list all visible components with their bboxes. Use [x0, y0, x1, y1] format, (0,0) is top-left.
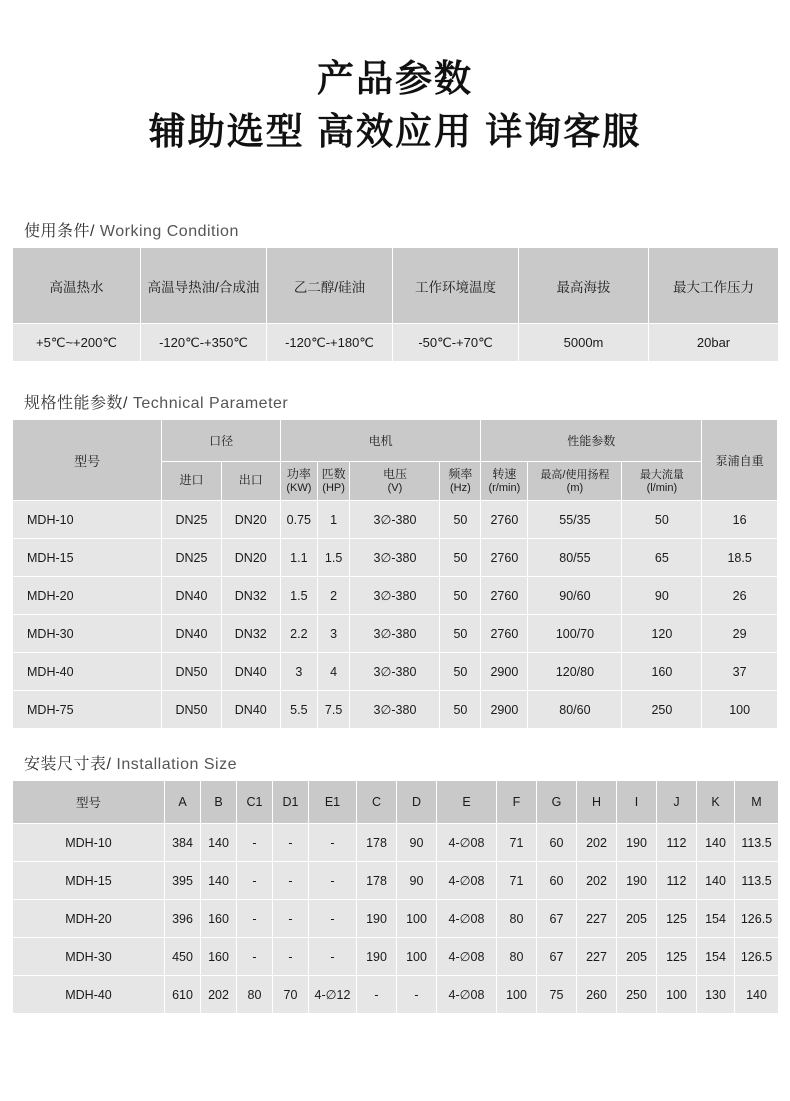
is-cell: 227: [577, 938, 617, 976]
is-header-cell: H: [577, 781, 617, 824]
is-header-cell: M: [735, 781, 779, 824]
table-row: [13, 938, 779, 976]
tp-subheader-power-label: 功率: [286, 466, 311, 481]
tp-cell-model: MDH-20: [13, 577, 162, 615]
tp-cell-head: 55/35: [528, 501, 622, 539]
is-cell: 126.5: [735, 900, 779, 938]
is-header-cell: A: [165, 781, 201, 824]
is-header-cell: K: [697, 781, 735, 824]
is-cell: 190: [357, 938, 397, 976]
is-header-cell: 型号: [13, 781, 165, 824]
is-cell: 160: [201, 938, 237, 976]
tp-cell-voltage: 3∅-380: [350, 539, 440, 577]
table-row: [13, 900, 779, 938]
tp-cell-weight: 37: [702, 653, 778, 691]
tp-cell-frequency: 50: [440, 615, 481, 653]
wc-header-cell: 乙二醇/硅油: [267, 248, 393, 324]
wc-value-cell: 20bar: [649, 324, 779, 362]
is-cell-model: MDH-15: [13, 862, 165, 900]
is-cell: 202: [201, 976, 237, 1014]
tp-subheader-flow-label: 最大流量: [639, 468, 684, 481]
is-cell: 160: [201, 900, 237, 938]
table-row: [13, 824, 779, 862]
is-header-cell: D: [397, 781, 437, 824]
tp-cell-flow: 250: [622, 691, 702, 729]
tp-cell-power: 5.5: [280, 691, 317, 729]
tp-cell-speed: 2760: [481, 501, 528, 539]
installation-size-title-cn: 安装尺寸表/: [24, 756, 112, 774]
wc-value-cell: -50℃-+70℃: [393, 324, 519, 362]
is-cell: 4-∅08: [437, 938, 497, 976]
tp-cell-power: 3: [280, 653, 317, 691]
is-cell: 113.5: [735, 862, 779, 900]
is-cell: 100: [397, 900, 437, 938]
tp-cell-speed: 2900: [481, 653, 528, 691]
wc-header-cell: 最大工作压力: [649, 248, 779, 324]
tp-subheader-speed: [481, 462, 528, 501]
technical-parameter-title-en: Technical Parameter: [127, 395, 289, 413]
tp-cell-head: 120/80: [528, 653, 622, 691]
installation-size-table: [12, 780, 779, 1014]
tp-subheader-speed-unit: (r/min): [488, 482, 521, 495]
technical-parameter-section: [12, 390, 778, 729]
tp-cell-power: 0.75: [280, 501, 317, 539]
tp-cell-flow: 50: [622, 501, 702, 539]
is-cell: 60: [537, 862, 577, 900]
tp-cell-speed: 2760: [481, 577, 528, 615]
is-cell: -: [309, 900, 357, 938]
is-cell: 396: [165, 900, 201, 938]
tp-cell-frequency: 50: [440, 691, 481, 729]
tp-cell-head: 90/60: [528, 577, 622, 615]
tp-cell-outlet: DN40: [221, 653, 280, 691]
is-cell: 4-∅08: [437, 900, 497, 938]
tp-cell-outlet: DN20: [221, 501, 280, 539]
wc-value-cell: +5℃~+200℃: [13, 324, 141, 362]
is-cell: 4-∅12: [309, 976, 357, 1014]
is-cell: 100: [497, 976, 537, 1014]
tp-subheader-head: [528, 462, 622, 501]
is-cell: 60: [537, 824, 577, 862]
tp-cell-hp: 4: [317, 653, 350, 691]
is-cell: 113.5: [735, 824, 779, 862]
tp-cell-voltage: 3∅-380: [350, 615, 440, 653]
is-cell-model: MDH-30: [13, 938, 165, 976]
is-cell: 70: [273, 976, 309, 1014]
tp-cell-weight: 18.5: [702, 539, 778, 577]
tp-cell-model: MDH-10: [13, 501, 162, 539]
tp-cell-hp: 2: [317, 577, 350, 615]
tp-cell-head: 80/60: [528, 691, 622, 729]
tp-header-performance: 性能参数: [481, 420, 702, 462]
tp-cell-inlet: DN40: [162, 577, 221, 615]
tp-cell-weight: 29: [702, 615, 778, 653]
is-cell: 190: [617, 862, 657, 900]
is-header-cell: I: [617, 781, 657, 824]
is-cell: 80: [497, 938, 537, 976]
is-header-cell: E1: [309, 781, 357, 824]
installation-size-section: [12, 751, 778, 1014]
wc-header-cell: 工作环境温度: [393, 248, 519, 324]
working-condition-table: [12, 247, 779, 362]
tp-cell-model: MDH-75: [13, 691, 162, 729]
tp-cell-inlet: DN25: [162, 539, 221, 577]
is-cell: 154: [697, 900, 735, 938]
tp-cell-flow: 160: [622, 653, 702, 691]
is-cell: 112: [657, 824, 697, 862]
is-cell: -: [309, 862, 357, 900]
tp-cell-hp: 3: [317, 615, 350, 653]
tp-cell-hp: 1.5: [317, 539, 350, 577]
is-cell: 140: [201, 862, 237, 900]
tp-cell-speed: 2900: [481, 691, 528, 729]
page-header: [0, 0, 790, 156]
is-cell: 190: [357, 900, 397, 938]
is-cell: -: [273, 824, 309, 862]
tp-cell-voltage: 3∅-380: [350, 653, 440, 691]
tp-cell-power: 2.2: [280, 615, 317, 653]
is-cell: 80: [497, 900, 537, 938]
tp-cell-weight: 26: [702, 577, 778, 615]
tp-cell-frequency: 50: [440, 577, 481, 615]
is-cell: 205: [617, 938, 657, 976]
is-cell-model: MDH-20: [13, 900, 165, 938]
is-header-cell: F: [497, 781, 537, 824]
is-header-cell: J: [657, 781, 697, 824]
is-cell: 125: [657, 900, 697, 938]
is-cell: 154: [697, 938, 735, 976]
tp-cell-frequency: 50: [440, 653, 481, 691]
working-condition-title-en: Working Condition: [94, 223, 239, 241]
tp-cell-power: 1.5: [280, 577, 317, 615]
is-cell: 100: [397, 938, 437, 976]
table-header-row: [13, 420, 778, 462]
table-row: [13, 539, 778, 577]
table-row: [13, 324, 779, 362]
is-cell: 178: [357, 824, 397, 862]
tp-cell-inlet: DN40: [162, 615, 221, 653]
is-cell: 140: [697, 862, 735, 900]
tp-cell-flow: 90: [622, 577, 702, 615]
tp-subheader-outlet: 出口: [221, 462, 280, 501]
is-cell: -: [397, 976, 437, 1014]
table-header-row: [13, 781, 779, 824]
tp-cell-frequency: 50: [440, 539, 481, 577]
tp-cell-outlet: DN20: [221, 539, 280, 577]
tp-cell-flow: 120: [622, 615, 702, 653]
tp-cell-weight: 16: [702, 501, 778, 539]
is-cell: 126.5: [735, 938, 779, 976]
working-condition-title-cn: 使用条件/: [24, 223, 95, 241]
is-cell: 140: [697, 824, 735, 862]
tp-cell-outlet: DN32: [221, 577, 280, 615]
working-condition-section: [12, 218, 778, 362]
is-cell: 4-∅08: [437, 862, 497, 900]
wc-value-cell: -120℃-+350℃: [141, 324, 267, 362]
is-cell: -: [237, 862, 273, 900]
is-cell: 190: [617, 824, 657, 862]
installation-size-title: [24, 751, 778, 774]
tp-cell-frequency: 50: [440, 501, 481, 539]
tp-subheader-hp-unit: (HP): [322, 482, 345, 495]
tp-cell-flow: 65: [622, 539, 702, 577]
table-row: [13, 577, 778, 615]
tp-cell-voltage: 3∅-380: [350, 501, 440, 539]
is-cell: 67: [537, 938, 577, 976]
tp-cell-model: MDH-15: [13, 539, 162, 577]
table-row: [13, 615, 778, 653]
is-cell: -: [273, 862, 309, 900]
is-cell: 100: [657, 976, 697, 1014]
table-row: [13, 862, 779, 900]
tp-cell-speed: 2760: [481, 539, 528, 577]
tp-subheader-frequency-unit: (Hz): [450, 482, 471, 495]
technical-parameter-title: [24, 390, 778, 413]
tp-subheader-speed-label: 转速: [492, 466, 517, 481]
page-subtitle: 辅助选型 高效应用 详询客服: [148, 111, 642, 153]
tp-cell-outlet: DN40: [221, 691, 280, 729]
tp-subheader-voltage-label: 电压: [382, 466, 407, 481]
is-cell-model: MDH-40: [13, 976, 165, 1014]
tp-header-weight: 泵浦自重: [702, 420, 778, 501]
installation-size-title-en: Installation Size: [111, 756, 237, 774]
tp-subheader-inlet: 进口: [162, 462, 221, 501]
is-header-cell: E: [437, 781, 497, 824]
technical-parameter-title-cn: 规格性能参数/: [24, 395, 128, 413]
is-cell: 260: [577, 976, 617, 1014]
is-cell: 250: [617, 976, 657, 1014]
table-header-row: [13, 248, 779, 324]
technical-parameter-table: [12, 419, 778, 729]
tp-cell-outlet: DN32: [221, 615, 280, 653]
is-cell: 71: [497, 824, 537, 862]
tp-cell-speed: 2760: [481, 615, 528, 653]
tp-subheader-power-unit: (KW): [286, 482, 312, 495]
tp-cell-model: MDH-30: [13, 615, 162, 653]
is-cell: 610: [165, 976, 201, 1014]
tp-cell-inlet: DN50: [162, 691, 221, 729]
tp-subheader-flow: [622, 462, 702, 501]
tp-header-bore: 口径: [162, 420, 281, 462]
is-header-cell: D1: [273, 781, 309, 824]
is-cell: -: [237, 900, 273, 938]
is-header-cell: C: [357, 781, 397, 824]
tp-cell-inlet: DN50: [162, 653, 221, 691]
table-row: [13, 976, 779, 1014]
tp-subheader-power: [280, 462, 317, 501]
is-cell: -: [273, 900, 309, 938]
tp-subheader-flow-unit: (l/min): [646, 482, 678, 495]
wc-value-cell: -120℃-+180℃: [267, 324, 393, 362]
is-cell: 178: [357, 862, 397, 900]
wc-header-cell: 高温热水: [13, 248, 141, 324]
tp-cell-hp: 1: [317, 501, 350, 539]
is-cell: 140: [201, 824, 237, 862]
is-cell: 4-∅08: [437, 976, 497, 1014]
is-cell: 125: [657, 938, 697, 976]
is-cell: 450: [165, 938, 201, 976]
is-cell: -: [273, 938, 309, 976]
tp-cell-head: 80/55: [528, 539, 622, 577]
is-cell-model: MDH-10: [13, 824, 165, 862]
tp-cell-power: 1.1: [280, 539, 317, 577]
page-title: 产品参数: [317, 58, 473, 99]
working-condition-title: [24, 218, 778, 241]
wc-value-cell: 5000m: [519, 324, 649, 362]
tp-cell-voltage: 3∅-380: [350, 691, 440, 729]
tp-subheader-head-unit: (m): [566, 482, 584, 495]
is-cell: 205: [617, 900, 657, 938]
is-cell: 395: [165, 862, 201, 900]
is-cell: 4-∅08: [437, 824, 497, 862]
is-cell: -: [237, 824, 273, 862]
tp-header-model: 型号: [13, 420, 162, 501]
is-cell: -: [357, 976, 397, 1014]
tp-subheader-head-label: 最高/使用扬程: [540, 468, 610, 481]
table-row: [13, 501, 778, 539]
is-cell: 112: [657, 862, 697, 900]
tp-cell-voltage: 3∅-380: [350, 577, 440, 615]
tp-cell-hp: 7.5: [317, 691, 350, 729]
tp-subheader-hp-label: 匹数: [321, 466, 346, 481]
is-header-cell: G: [537, 781, 577, 824]
tp-cell-model: MDH-40: [13, 653, 162, 691]
tp-cell-inlet: DN25: [162, 501, 221, 539]
is-cell: 202: [577, 862, 617, 900]
is-cell: -: [309, 938, 357, 976]
wc-header-cell: 高温导热油/合成油: [141, 248, 267, 324]
tp-subheader-hp: [317, 462, 350, 501]
is-cell: 384: [165, 824, 201, 862]
is-cell: 202: [577, 824, 617, 862]
tp-cell-weight: 100: [702, 691, 778, 729]
is-cell: 71: [497, 862, 537, 900]
is-cell: 227: [577, 900, 617, 938]
is-header-cell: B: [201, 781, 237, 824]
is-cell: 67: [537, 900, 577, 938]
is-cell: 90: [397, 862, 437, 900]
is-cell: 90: [397, 824, 437, 862]
table-row: [13, 653, 778, 691]
is-cell: 130: [697, 976, 735, 1014]
is-cell: -: [237, 938, 273, 976]
tp-subheader-voltage: [350, 462, 440, 501]
is-cell: 75: [537, 976, 577, 1014]
wc-header-cell: 最高海拔: [519, 248, 649, 324]
is-cell: 140: [735, 976, 779, 1014]
is-header-cell: C1: [237, 781, 273, 824]
table-row: [13, 691, 778, 729]
tp-subheader-frequency: [440, 462, 481, 501]
tp-subheader-frequency-label: 频率: [448, 466, 473, 481]
tp-header-motor: 电机: [280, 420, 480, 462]
is-cell: 80: [237, 976, 273, 1014]
tp-cell-head: 100/70: [528, 615, 622, 653]
tp-subheader-voltage-unit: (V): [387, 482, 403, 495]
is-cell: -: [309, 824, 357, 862]
